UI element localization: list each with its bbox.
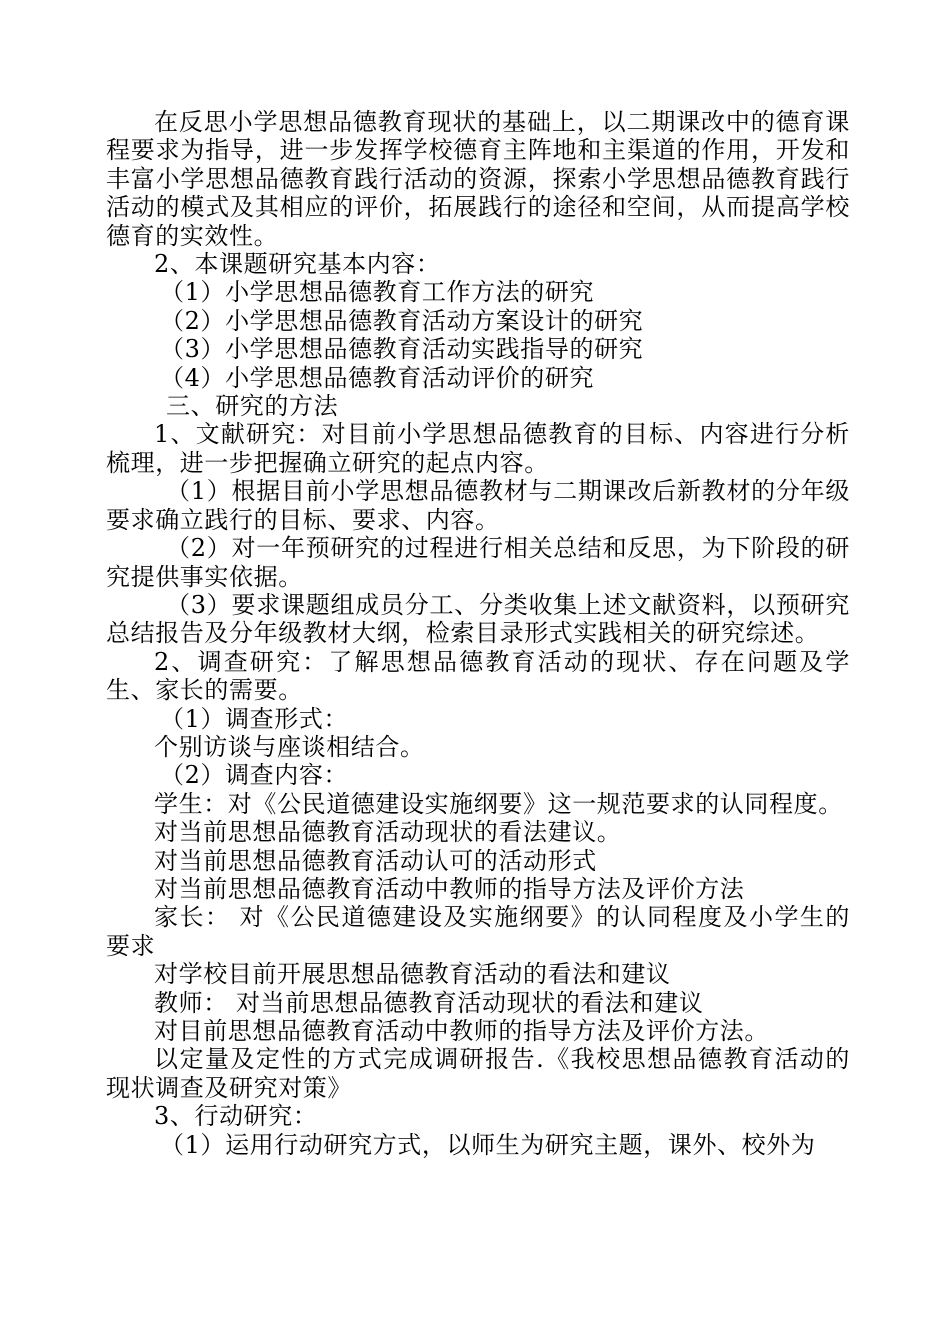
list-item: （3）小学思想品德教育活动实践指导的研究 (160, 335, 644, 364)
intro-paragraph: 在反思小学思想品德教育现状的基础上，以二期课改中的德育课程要求为指导，进一步发挥学校德育主阵地和主渠道的作用，开发和丰富小学思想品德教育践行活动的资源，探索小学思想品德教育践行活动的模式及其相应的评价，拓展践行的途径和空间，从而提高学校德育的实效性。 (106, 108, 850, 250)
body-line: 个别访谈与座谈相结合。 (154, 732, 425, 761)
list-item: （2）调查内容： (160, 761, 349, 790)
list-item: （2）对一年预研究的过程进行相关总结和反思，为下阶段的研究提供事实依据。 (106, 534, 850, 591)
list-item: （1）根据目前小学思想品德教材与二期课改后新教材的分年级要求确立践行的目标、要求、内容。 (106, 477, 850, 534)
list-item: （2）小学思想品德教育活动方案设计的研究 (160, 306, 644, 335)
section-heading-methods: 三、研究的方法 (166, 392, 339, 421)
list-item: （4）小学思想品德教育活动评价的研究 (160, 363, 595, 392)
section-heading-research-content: 2、本课题研究基本内容： (154, 250, 441, 279)
survey-parents-paragraph: 家长： 对《公民道德建设及实施纲要》的认同程度及小学生的要求 (106, 903, 850, 960)
survey-teachers-line: 教师： 对当前思想品德教育活动现状的看法和建议 (154, 988, 704, 1017)
survey-students-paragraph: 学生：对《公民道德建设实施纲要》这一规范要求的认同程度。 (154, 789, 843, 818)
body-line: 对学校目前开展思想品德教育活动的看法和建议 (154, 960, 671, 989)
body-line: 对当前思想品德教育活动中教师的指导方法及评价方法 (154, 874, 745, 903)
list-item: （1）调查形式： (160, 704, 349, 733)
body-line: 对目前思想品德教育活动中教师的指导方法及评价方法。 (154, 1017, 769, 1045)
list-item: （3）要求课题组成员分工、分类收集上述文献资料，以预研究总结报告及分年级教材大纲，检索目录形式实践相关的研究综述。 (106, 590, 850, 648)
document-page (106, 108, 850, 1159)
survey-report-paragraph: 以定量及定性的方式完成调研报告.《我校思想品德教育活动的现状调查及研究对策》 (106, 1045, 850, 1102)
body-line: 对当前思想品德教育活动认可的活动形式 (154, 846, 597, 875)
body-line: 对当前思想品德教育活动现状的看法建议。 (154, 818, 622, 847)
method-action-heading: 3、行动研究： (154, 1102, 318, 1131)
list-item: （1）运用行动研究方式，以师生为研究主题，课外、校外为 (160, 1130, 816, 1159)
method-literature-paragraph: 1、文献研究：对目前小学思想品德教育的目标、内容进行分析梳理，进一步把握确立研究的起点内容。 (106, 420, 850, 477)
method-survey-paragraph: 2、调查研究：了解思想品德教育活动的现状、存在问题及学生、家长的需要。 (106, 647, 850, 705)
list-item: （1）小学思想品德教育工作方法的研究 (160, 278, 595, 307)
